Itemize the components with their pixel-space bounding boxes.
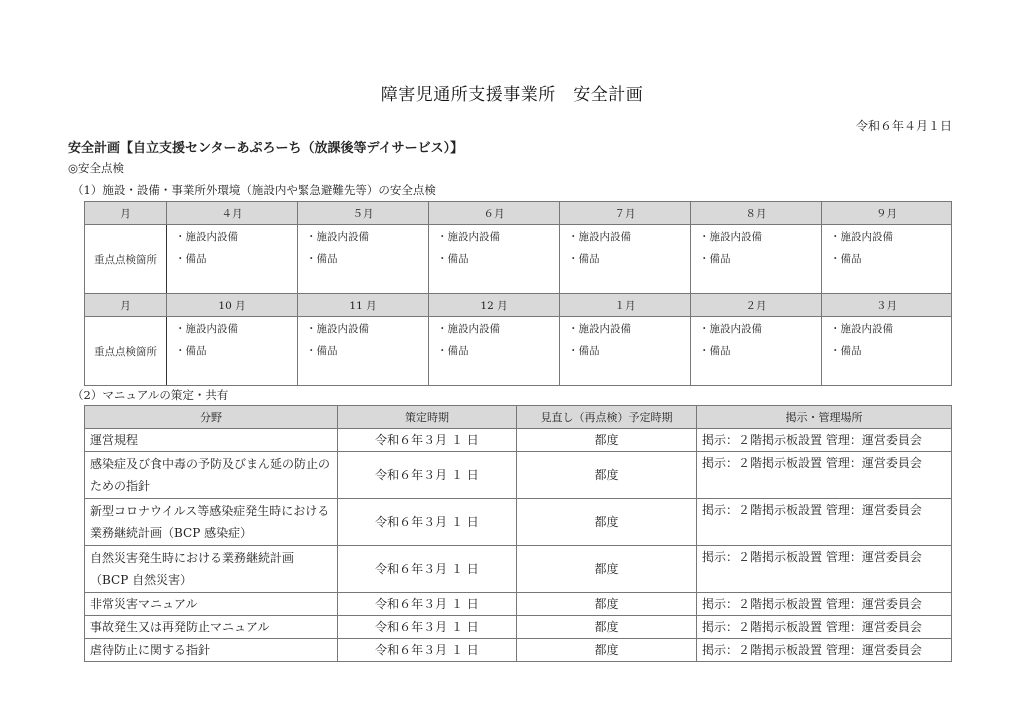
field-cell: 自然災害発生時における業務継続計画（BCP 自然災害）	[85, 546, 338, 593]
month-header: 12 月	[429, 294, 560, 317]
inspection-item: ・施設内設備	[568, 231, 631, 243]
inspection-item: ・施設内設備	[830, 231, 893, 243]
month-header: ８月	[691, 202, 822, 225]
inspection-cell	[429, 225, 560, 294]
inspection-cell	[822, 317, 952, 386]
location-cell: 掲示：２階掲示板設置 管理：運営委員会	[697, 616, 952, 639]
month-header: ５月	[298, 202, 429, 225]
inspection-items-row	[85, 225, 952, 294]
inspection-item: ・施設内設備	[830, 323, 893, 335]
month-header: 11 月	[298, 294, 429, 317]
inspection-cell	[560, 317, 691, 386]
field-cell: 事故発生又は再発防止マニュアル	[85, 616, 338, 639]
inspection-items-row	[85, 317, 952, 386]
table-row	[85, 429, 952, 452]
table-row	[85, 452, 952, 499]
inspection-item: ・備品	[830, 345, 862, 357]
review-cell: 都度	[517, 429, 697, 452]
review-cell: 都度	[517, 639, 697, 662]
inspection-item: ・備品	[175, 345, 207, 357]
row-label: 重点点検箇所	[85, 225, 167, 294]
column-header-field: 分野	[85, 406, 338, 429]
column-header-established: 策定時期	[338, 406, 517, 429]
location-cell: 掲示：２階掲示板設置 管理：運営委員会	[697, 452, 952, 499]
field-cell: 運営規程	[85, 429, 338, 452]
month-label: 月	[85, 202, 167, 225]
safety-check-heading: ◎安全点検	[68, 161, 125, 175]
review-cell: 都度	[517, 616, 697, 639]
established-cell: 令和６年３月 １ 日	[338, 429, 517, 452]
established-cell: 令和６年３月 １ 日	[338, 499, 517, 546]
section1-heading: （1）施設・設備・事業所外環境（施設内や緊急避難先等）の安全点検	[72, 183, 436, 197]
month-label: 月	[85, 294, 167, 317]
field-cell: 感染症及び食中毒の予防及びまん延の防止のための指針	[85, 452, 338, 499]
month-header: ９月	[822, 202, 952, 225]
month-header-row	[85, 202, 952, 225]
inspection-item: ・施設内設備	[699, 231, 762, 243]
month-header: ２月	[691, 294, 822, 317]
plan-heading: 安全計画【自立支援センターあぷろーち（放課後等デイサービス）】	[68, 141, 464, 156]
review-cell: 都度	[517, 593, 697, 616]
inspection-item: ・施設内設備	[175, 323, 238, 335]
established-cell: 令和６年３月 １ 日	[338, 593, 517, 616]
month-header: ３月	[822, 294, 952, 317]
established-cell: 令和６年３月 １ 日	[338, 616, 517, 639]
inspection-item: ・施設内設備	[175, 231, 238, 243]
established-cell: 令和６年３月 １ 日	[338, 546, 517, 593]
location-cell: 掲示：２階掲示板設置 管理：運営委員会	[697, 546, 952, 593]
inspection-item: ・施設内設備	[437, 323, 500, 335]
field-cell: 非常災害マニュアル	[85, 593, 338, 616]
inspection-cell	[822, 225, 952, 294]
field-cell: 新型コロナウイルス等感染症発生時における業務継続計画（BCP 感染症）	[85, 499, 338, 546]
inspection-item: ・備品	[699, 345, 731, 357]
column-header-review: 見直し（再点検）予定時期	[517, 406, 697, 429]
column-header-location: 掲示・管理場所	[697, 406, 952, 429]
inspection-item: ・備品	[699, 253, 731, 265]
location-cell: 掲示：２階掲示板設置 管理：運営委員会	[697, 429, 952, 452]
inspection-cell	[691, 317, 822, 386]
month-header: １月	[560, 294, 691, 317]
inspection-cell	[167, 317, 298, 386]
inspection-cell	[167, 225, 298, 294]
location-cell: 掲示：２階掲示板設置 管理：運営委員会	[697, 639, 952, 662]
inspection-item: ・施設内設備	[437, 231, 500, 243]
document-title: 障害児通所支援事業所 安全計画	[380, 85, 644, 105]
inspection-cell	[298, 317, 429, 386]
established-cell: 令和６年３月 １ 日	[338, 452, 517, 499]
month-header: ６月	[429, 202, 560, 225]
section2-heading: （2）マニュアルの策定・共有	[72, 388, 229, 402]
inspection-item: ・施設内設備	[306, 231, 369, 243]
established-cell: 令和６年３月 １ 日	[338, 639, 517, 662]
inspection-item: ・施設内設備	[699, 323, 762, 335]
inspection-cell	[429, 317, 560, 386]
inspection-cell	[298, 225, 429, 294]
table-row	[85, 616, 952, 639]
inspection-item: ・備品	[175, 253, 207, 265]
table-row	[85, 546, 952, 593]
table-row	[85, 499, 952, 546]
inspection-item: ・備品	[306, 253, 338, 265]
inspection-schedule-table	[84, 201, 952, 386]
inspection-item: ・備品	[568, 345, 600, 357]
inspection-cell	[691, 225, 822, 294]
month-header-row	[85, 294, 952, 317]
month-header: ７月	[560, 202, 691, 225]
inspection-item: ・備品	[437, 345, 469, 357]
manual-header-row	[85, 406, 952, 429]
inspection-item: ・備品	[568, 253, 600, 265]
review-cell: 都度	[517, 546, 697, 593]
inspection-item: ・施設内設備	[306, 323, 369, 335]
inspection-item: ・備品	[437, 253, 469, 265]
table-row	[85, 593, 952, 616]
inspection-cell	[560, 225, 691, 294]
review-cell: 都度	[517, 499, 697, 546]
month-header: ４月	[167, 202, 298, 225]
inspection-item: ・施設内設備	[568, 323, 631, 335]
month-header: 10 月	[167, 294, 298, 317]
inspection-item: ・備品	[306, 345, 338, 357]
location-cell: 掲示：２階掲示板設置 管理：運営委員会	[697, 499, 952, 546]
review-cell: 都度	[517, 452, 697, 499]
inspection-item: ・備品	[830, 253, 862, 265]
document-date: 令和６年４月１日	[855, 119, 952, 133]
field-cell: 虐待防止に関する指針	[85, 639, 338, 662]
table-row	[85, 639, 952, 662]
row-label: 重点点検箇所	[85, 317, 167, 386]
location-cell: 掲示：２階掲示板設置 管理：運営委員会	[697, 593, 952, 616]
manual-table	[84, 405, 952, 662]
